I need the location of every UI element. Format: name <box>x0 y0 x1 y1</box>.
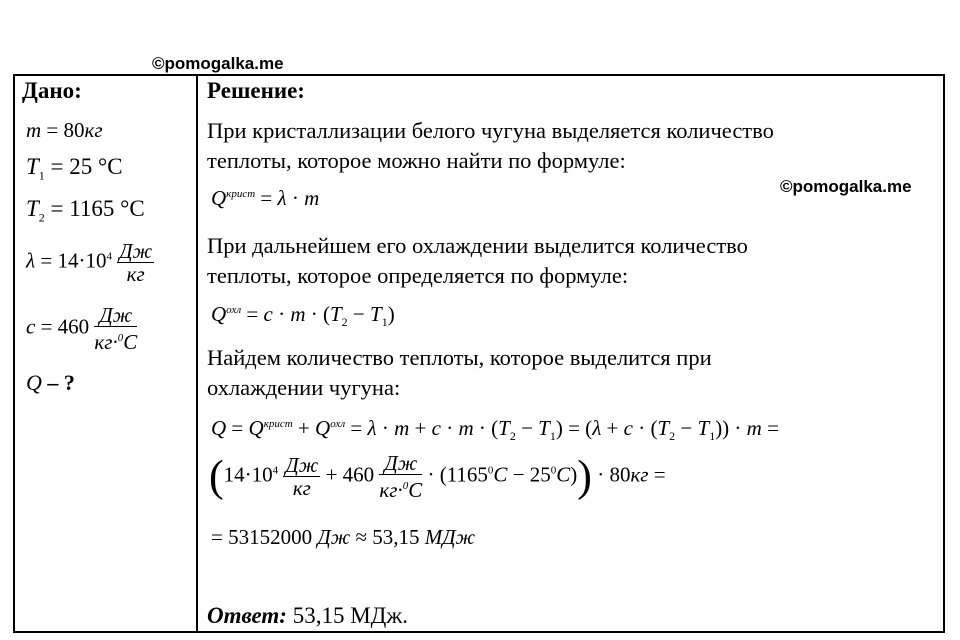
formula-substitution: ($14\cdot 10^4$ $\frac{Дж}{кг}$ + 460 $\frac{Дж}{кг\cdot^0C}$ · $(1165^0C - 25^0C)) \cdot 80кг$ = <box>209 451 666 502</box>
given-t1: $T_1 = 25$ °C <box>26 154 123 183</box>
paragraph-2-line-1: При дальнейшем его охлаждении выделится количество <box>207 233 748 258</box>
paragraph-1-line-1: При кристаллизации белого чугуна выделяется количество <box>207 118 774 143</box>
paragraph-3-line-2: охлаждении чугуна: <box>207 375 401 400</box>
solution-header: Решение: <box>207 78 305 103</box>
given-mass: m = 80кг <box>26 118 103 142</box>
formula-crystallization: $Q^{крист} = \lambda \cdot m$ <box>211 186 320 210</box>
given-t2: $T_2 = 1165$ °C <box>26 196 145 225</box>
watermark-right: ©pomogalka.me <box>780 177 912 196</box>
answer-label: Ответ: <box>207 603 287 628</box>
formula-result: = 53152000 Дж ≈ 53,15 МДж <box>211 525 476 549</box>
given-header: Дано: <box>22 78 82 103</box>
watermark-top: ©pomogalka.me <box>152 54 284 73</box>
paragraph-2-line-2: теплоты, которое определяется по формуле: <box>207 263 629 288</box>
given-unknown: Q – ? <box>26 370 75 395</box>
formula-cooling: $Q^{охл} = c \cdot m \cdot (T_2 - T_1)$ <box>211 302 395 330</box>
given-lambda: $\lambda = 14\cdot 10^4$ $\frac{Дж}{кг}$ <box>26 239 153 286</box>
formula-total: $Q = Q^{крист} + Q^{охл} = \lambda \cdot m + c \cdot m \cdot (T_2 - T_1) = (\lambda + c \cdot (T_2 - T_1)) \cdot m$ = <box>211 416 779 444</box>
answer <box>207 600 408 631</box>
paragraph-1-line-2: теплоты, которое можно найти по формуле: <box>207 148 626 173</box>
paragraph-3-line-1: Найдем количество теплоты, которое выделится при <box>207 345 712 370</box>
given-c: c = 460 $\frac{Дж}{кг\cdot^0C}$ <box>26 303 138 354</box>
answer-value: 53,15 МДж. <box>286 603 408 628</box>
column-divider <box>196 74 198 633</box>
